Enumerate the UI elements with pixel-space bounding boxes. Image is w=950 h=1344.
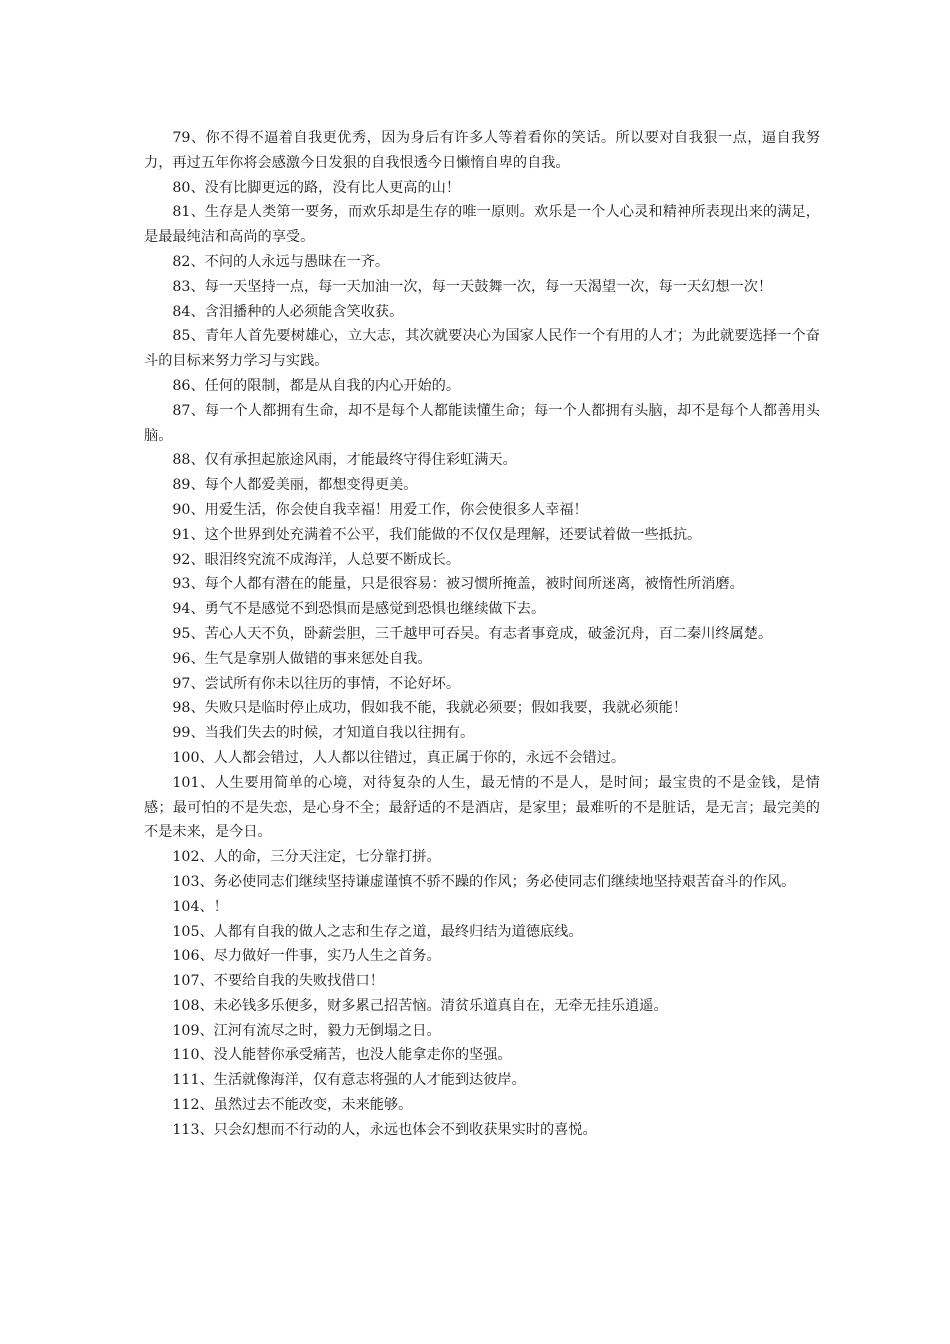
quote-paragraph: 95、苦心人天不负，卧薪尝胆，三千越甲可吞吴。有志者事竟成，破釜沉舟，百二秦川终属楚。 <box>172 625 773 642</box>
quote-paragraph: 111、生活就像海洋，仅有意志将强的人才能到达彼岸。 <box>172 1072 526 1089</box>
quote-paragraph: 92、眼泪终究流不成海洋，人总要不断成长。 <box>172 551 461 568</box>
quote-paragraph: 93、每个人都有潜在的能量，只是很容易：被习惯所掩盖，被时间所迷离，被惰性所消磨。 <box>172 576 744 593</box>
quote-paragraph: 100、人人都会错过，人人都以往错过，真正属于你的，永远不会错过。 <box>172 749 626 766</box>
quote-paragraph: 102、人的命，三分天注定，七分靠打拼。 <box>172 849 441 866</box>
quote-paragraph: 101、人生要用简单的心境，对待复杂的人生，最无情的不是人，是时间；最宝贵的不是金钱，是情感；最可怕的不是失恋，是心身不全；最舒适的不是酒店，是家里；最难听的不是脏话，是无言；最完美的不是未来，是今日。 <box>144 774 820 841</box>
quote-paragraph: 110、没人能替你承受痛苦，也没人能拿走你的坚强。 <box>172 1047 512 1064</box>
quote-paragraph: 103、务必使同志们继续坚持谦虚谨慎不骄不躁的作风；务必使同志们继续地坚持艰苦奋斗的作风。 <box>172 873 796 890</box>
quote-paragraph: 106、尽力做好一件事，实乃人生之首务。 <box>172 948 441 965</box>
quote-paragraph: 80、没有比脚更远的路，没有比人更高的山！ <box>172 179 461 196</box>
quote-paragraph: 90、用爱生活，你会使自我幸福！用爱工作，你会使很多人幸福！ <box>172 501 588 518</box>
quote-paragraph: 79、你不得不逼着自我更优秀，因为身后有许多人等着看你的笑话。所以要对自我狠一点，逼自我努力，再过五年你将会感激今日发狠的自我恨透今日懒惰自卑的自我。 <box>144 130 820 171</box>
quote-paragraph: 109、江河有流尽之时，毅力无倒塌之日。 <box>172 1022 441 1039</box>
document-body <box>144 126 820 1143</box>
quote-paragraph: 105、人都有自我的做人之志和生存之道，最终归结为道德底线。 <box>172 923 583 940</box>
quote-paragraph: 88、仅有承担起旅途风雨，才能最终守得住彩虹满天。 <box>172 452 517 469</box>
quote-paragraph: 98、失败只是临时停止成功，假如我不能，我就必须要；假如我要，我就必须能！ <box>172 700 688 717</box>
quote-paragraph: 104、！ <box>172 898 228 915</box>
quote-paragraph: 87、每一个人都拥有生命，却不是每个人都能读懂生命；每一个人都拥有头脑，却不是每个人都善用头脑。 <box>144 402 820 444</box>
quote-paragraph: 83、每一天坚持一点，每一天加油一次，每一天鼓舞一次，每一天渴望一次，每一天幻想一次！ <box>172 278 773 295</box>
quote-paragraph: 86、任何的限制，都是从自我的内心开始的。 <box>172 377 461 394</box>
quote-paragraph: 107、不要给自我的失败找借口！ <box>172 973 384 990</box>
quote-paragraph: 91、这个世界到处充满着不公平，我们能做的不仅仅是理解，还要试着做一些抵抗。 <box>172 526 702 543</box>
quote-paragraph: 84、含泪播种的人必须能含笑收获。 <box>172 303 404 320</box>
quote-paragraph: 82、不问的人永远与愚昧在一齐。 <box>172 253 390 270</box>
quote-paragraph: 85、青年人首先要树雄心，立大志，其次就要决心为国家人民作一个有用的人才；为此就要选择一个奋斗的目标来努力学习与实践。 <box>144 328 820 370</box>
quote-paragraph: 99、当我们失去的时候，才知道自我以往拥有。 <box>172 725 475 742</box>
quote-paragraph: 97、尝试所有你未以往历的事情，不论好坏。 <box>172 675 461 692</box>
quote-paragraph: 112、虽然过去不能改变，未来能够。 <box>172 1097 413 1114</box>
quote-paragraph: 94、勇气不是感觉不到恐惧而是感觉到恐惧也继续做下去。 <box>172 601 546 618</box>
quote-paragraph: 89、每个人都爱美丽，都想变得更美。 <box>172 477 418 494</box>
quote-paragraph: 108、未必钱多乐便多，财多累己招苦恼。清贫乐道真自在，无牵无挂乐逍遥。 <box>172 997 668 1014</box>
quote-paragraph: 81、生存是人类第一要务，而欢乐却是生存的唯一原则。欢乐是一个人心灵和精神所表现出来的满足，是最最纯洁和高尚的享受。 <box>144 204 820 246</box>
quote-paragraph: 96、生气是拿别人做错的事来惩处自我。 <box>172 650 432 667</box>
quote-paragraph: 113、只会幻想而不行动的人，永远也体会不到收获果实时的喜悦。 <box>172 1121 597 1138</box>
